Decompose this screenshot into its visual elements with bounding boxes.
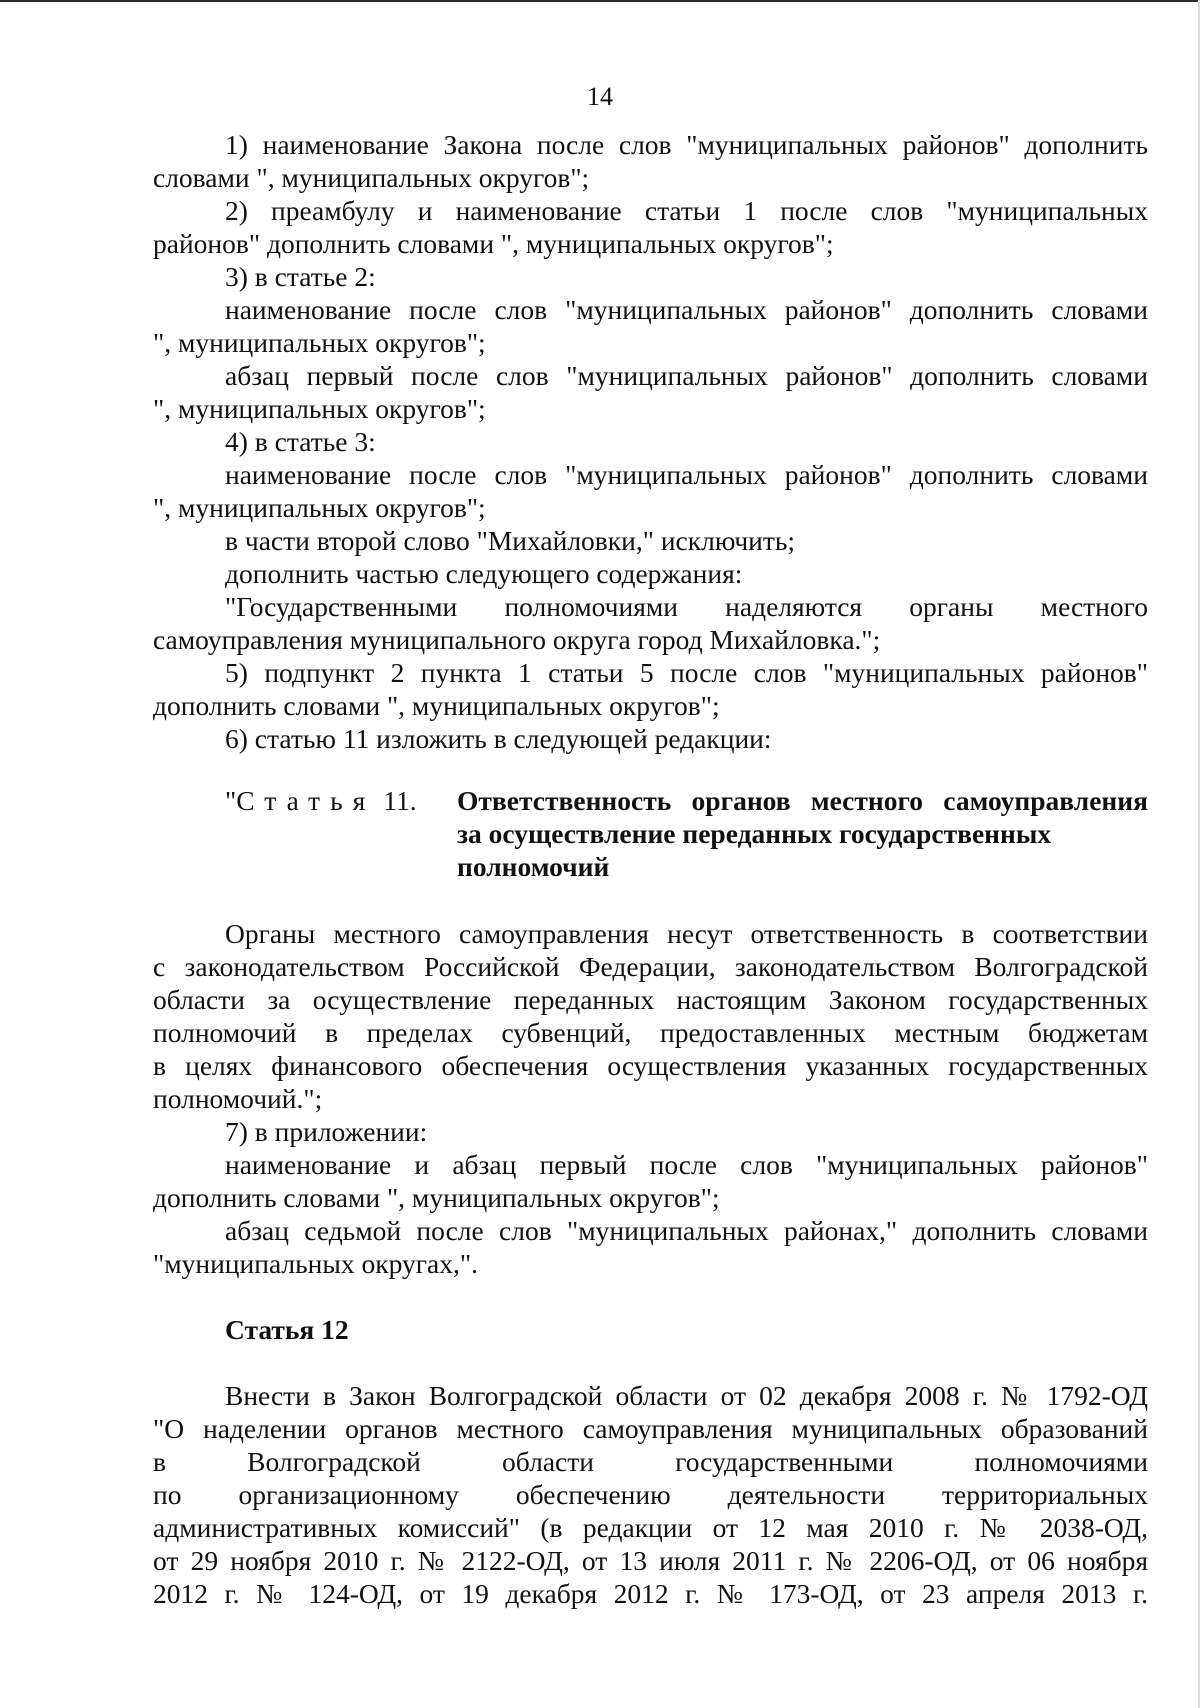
text-line: в части второй слово "Михайловки," исключить; — [225, 525, 796, 556]
text-line: дополнить словами ", муниципальных округов"; — [153, 1182, 720, 1213]
text-line: абзац первый после слов "муниципальных районов" дополнить словами — [225, 360, 1148, 391]
text-line: полномочий."; — [153, 1083, 323, 1114]
text-line: полномочий в пределах субвенций, предоставленных местным бюджетам — [153, 1017, 1148, 1048]
text-line: 5) подпункт 2 пункта 1 статьи 5 после слов "муниципальных районов" — [225, 657, 1148, 688]
article-11-title-line: Ответственность органов местного самоуправления — [457, 785, 1148, 816]
text-line: "Государственными полномочиями наделяются органы местного — [225, 591, 1148, 622]
article-11-title-line: полномочий — [457, 851, 610, 882]
text-line: наименование после слов "муниципальных районов" дополнить словами — [225, 294, 1148, 325]
text-line: ", муниципальных округов"; — [153, 327, 486, 358]
text-line: дополнить частью следующего содержания: — [225, 558, 743, 589]
text-line: самоуправления муниципального округа город Михайловка."; — [153, 624, 881, 655]
text-line: "муниципальных округах,". — [153, 1248, 478, 1279]
text-line: 2012 г. № 124-ОД, от 19 декабря 2012 г. № 173-ОД, от 23 апреля 2013 г. — [153, 1578, 1148, 1609]
article-11-number: 11. — [383, 785, 417, 816]
text-line: словами ", муниципальных округов"; — [153, 162, 590, 193]
text-line: ", муниципальных округов"; — [153, 393, 486, 424]
text-line: 6) статью 11 изложить в следующей редакции: — [225, 723, 772, 754]
text-line: 1) наименование Закона после слов "муниципальных районов" дополнить — [225, 129, 1148, 160]
article-12-heading: Статья 12 — [225, 1314, 349, 1345]
text-line: по организационному обеспечению деятельности территориальных — [153, 1479, 1148, 1510]
page-number: 14 — [587, 82, 613, 111]
text-line: в Волгоградской области государственными полномочиями — [153, 1446, 1148, 1477]
text-line: области за осуществление переданных настоящим Законом государственных — [153, 984, 1148, 1015]
text-line: абзац седьмой после слов "муниципальных районах," дополнить словами — [225, 1215, 1148, 1246]
text-line: административных комиссий" (в редакции от 12 мая 2010 г. № 2038-ОД, — [153, 1512, 1148, 1543]
article-11-word: Статья — [236, 785, 376, 816]
text-line: "О наделении органов местного самоуправления муниципальных образований — [153, 1413, 1148, 1444]
text-line: Органы местного самоуправления несут ответственность в соответствии — [225, 918, 1148, 949]
text-line: от 29 ноября 2010 г. № 2122-ОД, от 13 июля 2011 г. № 2206-ОД, от 06 ноября — [153, 1545, 1148, 1576]
article-11-title-line: за осуществление переданных государственных — [457, 818, 1052, 849]
text-line: районов" дополнить словами ", муниципальных округов"; — [153, 228, 834, 259]
text-line: 3) в статье 2: — [225, 261, 376, 292]
text-line: наименование после слов "муниципальных районов" дополнить словами — [225, 459, 1148, 490]
article-11-label — [225, 784, 455, 817]
text-line: дополнить словами ", муниципальных округов"; — [153, 690, 720, 721]
text-line: Внести в Закон Волгоградской области от 02 декабря 2008 г. № 1792-ОД — [225, 1380, 1148, 1411]
text-line: 7) в приложении: — [225, 1116, 428, 1147]
text-line: в целях финансового обеспечения осуществления указанных государственных — [153, 1050, 1148, 1081]
text-line: с законодательством Российской Федерации, законодательством Волгоградской — [153, 951, 1148, 982]
text-line: наименование и абзац первый после слов "муниципальных районов" — [225, 1149, 1148, 1180]
text-line: 4) в статье 3: — [225, 426, 376, 457]
text-line: 2) преамбулу и наименование статьи 1 после слов "муниципальных — [225, 195, 1148, 226]
text-line: ", муниципальных округов"; — [153, 492, 486, 523]
article-11-quote: " — [225, 785, 237, 816]
